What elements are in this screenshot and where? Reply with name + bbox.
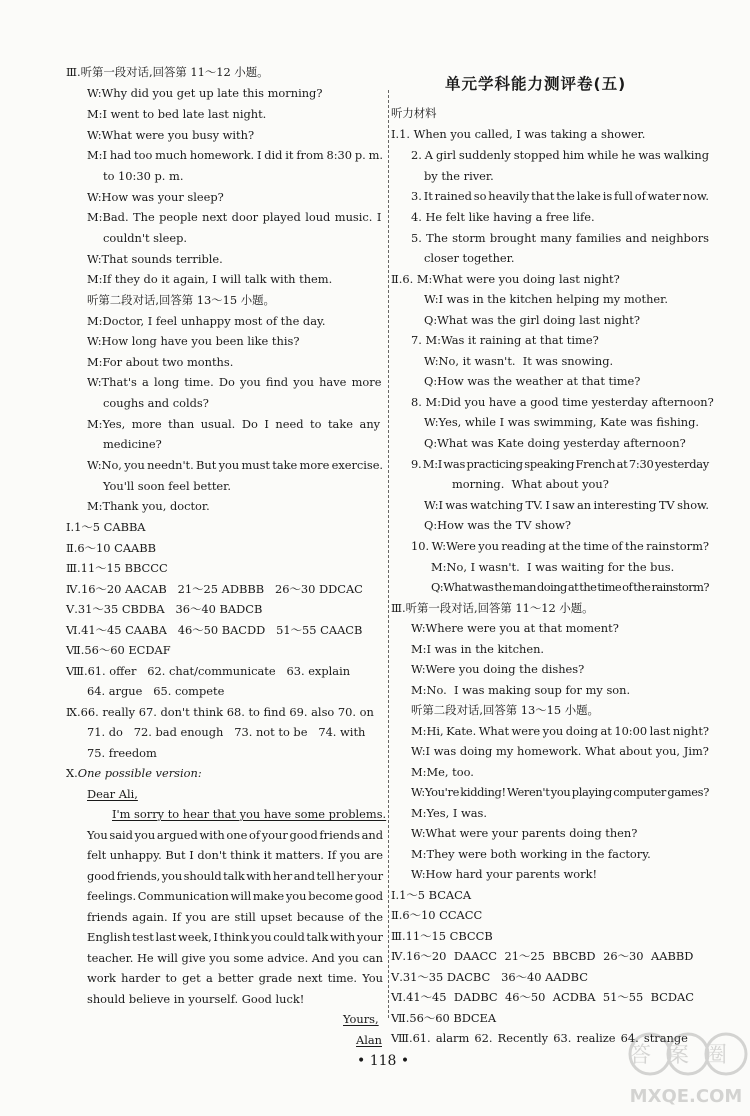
right-text-line: W:I was doing my homework. What about you, Jim? xyxy=(411,744,709,758)
left-text-line: I'm sorry to hear that you have some problems. xyxy=(112,807,387,821)
right-text-line: Q:How was the TV show? xyxy=(424,518,571,532)
svg-text:答案圈: 答案圈 xyxy=(628,1043,744,1068)
unit-test-title: 单元学科能力测评卷(五) xyxy=(445,75,627,93)
watermark-icon xyxy=(624,1026,748,1112)
right-text-line: Ⅶ.56～60 BDCEA xyxy=(391,1011,497,1025)
right-text-line: Ⅴ.31～35 DACBC 36～40 AADBC xyxy=(391,970,588,984)
right-text-line: Q:How was the weather at that time? xyxy=(424,374,641,388)
left-text-line: Dear Ali, xyxy=(87,787,138,801)
left-text-line: W:No, you needn't. But you must take more exercise. xyxy=(87,458,384,472)
right-text-line: W:No, it wasn't. It was snowing. xyxy=(424,354,614,368)
right-text-line: 3. It rained so heavily that the lake is full of water now. xyxy=(411,189,709,203)
left-text-line: Ⅳ.16～20 AACAB 21～25 ADBBB 26～30 DDCAC xyxy=(66,582,363,596)
left-text-line: Ⅸ.66. really 67. don't think 68. to find 69. also 70. on xyxy=(66,705,374,719)
left-text-line: Ⅴ.31～35 CBDBA 36～40 BADCB xyxy=(66,602,263,616)
left-text-line: Alan xyxy=(356,1033,382,1047)
right-text-line: W:Yes, while I was swimming, Kate was fishing. xyxy=(424,415,700,429)
left-text-line: Ⅹ.One possible version: xyxy=(66,766,202,780)
right-text-line: closer together. xyxy=(424,251,515,265)
right-text-line: Ⅵ.41～45 DADBC 46～50 ACDBA 51～55 BCDAC xyxy=(391,990,694,1004)
left-text-line: English test last week, I think you could talk with your xyxy=(87,930,383,944)
left-text-line: felt unhappy. But I don't think it matters. If you are xyxy=(87,848,383,862)
right-text-line: 10. W:Were you reading at the time of the rainstorm? xyxy=(411,539,709,553)
left-text-line: teacher. He will give you some advice. And you can xyxy=(87,951,383,965)
left-text-line: Ⅲ.听第一段对话,回答第 11～12 小题。 xyxy=(66,65,269,79)
right-text-line: 听力材料 xyxy=(391,106,437,120)
left-text-line: W:How long have you been like this? xyxy=(87,334,300,348)
right-text-line: by the river. xyxy=(424,169,494,183)
right-text-line: M:Me, too. xyxy=(411,765,474,779)
left-text-line: You said you argued with one of your good friends and xyxy=(87,828,383,842)
left-text-line: W:That sounds terrible. xyxy=(87,252,223,266)
right-text-line: M:They were both working in the factory. xyxy=(411,847,651,861)
left-text-line: W:Why did you get up late this morning? xyxy=(87,86,323,100)
left-text-line: Ⅶ.56～60 ECDAF xyxy=(66,643,171,657)
left-text-line: M:Yes, more than usual. Do I need to take any xyxy=(87,417,381,431)
left-text-line: coughs and colds? xyxy=(103,396,209,410)
right-text-line: Ⅰ.1～5 BCACA xyxy=(391,888,472,902)
right-text-line: 5. The storm brought many families and neighbors xyxy=(411,231,709,245)
left-text-line: Ⅵ.41～45 CAABA 46～50 BACDD 51～55 CAACB xyxy=(66,623,363,637)
right-text-line: Ⅷ.61. alarm 62. Recently 63. realize 64. strange xyxy=(391,1031,688,1045)
left-text-line: couldn't sleep. xyxy=(103,231,188,245)
left-text-line: Ⅰ.1～5 CABBA xyxy=(66,520,146,534)
left-text-line: M:Bad. The people next door played loud music. I xyxy=(87,210,382,224)
right-text-line: M:No. I was making soup for my son. xyxy=(411,683,631,697)
left-text-line: 71. do 72. bad enough 73. not to be 74. with xyxy=(87,725,366,739)
left-text-line: Ⅷ.61. offer 62. chat/communicate 63. explain xyxy=(66,664,351,678)
column-divider xyxy=(388,90,389,1018)
left-text-line: feelings. Communication will make you become good xyxy=(87,889,383,903)
right-text-line: morning. What about you? xyxy=(452,477,609,491)
right-text-line: 9. M:I was practicing speaking French at 7:30 yesterday xyxy=(411,457,709,471)
left-text-line: W:That's a long time. Do you find you have more xyxy=(87,375,382,389)
left-text-line: W:How was your sleep? xyxy=(87,190,224,204)
right-text-line: W:You're kidding! Weren't you playing computer games? xyxy=(411,785,709,799)
left-text-line: Ⅱ.6～10 CAABB xyxy=(66,541,157,555)
right-text-line: Ⅱ.6. M:What were you doing last night? xyxy=(391,272,620,286)
right-text-line: W:What were your parents doing then? xyxy=(411,826,638,840)
right-text-line: Ⅰ.1. When you called, I was taking a shower. xyxy=(391,127,646,141)
right-text-line: W:Were you doing the dishes? xyxy=(411,662,585,676)
right-text-line: Q:What was the man doing at the time of the rainstorm? xyxy=(431,580,709,594)
left-text-line: W:What were you busy with? xyxy=(87,128,255,142)
right-text-line: M:I was in the kitchen. xyxy=(411,642,545,656)
right-text-line: M:Hi, Kate. What were you doing at 10:00 last night? xyxy=(411,724,710,738)
right-text-line: W:I was watching TV. I saw an interesting TV show. xyxy=(424,498,710,512)
right-text-line: 2. A girl suddenly stopped him while he was walking xyxy=(411,148,709,162)
right-text-line: Ⅲ.听第一段对话,回答第 11～12 小题。 xyxy=(391,601,594,615)
right-text-line: 4. He felt like having a free life. xyxy=(411,210,595,224)
right-text-line: Ⅳ.16～20 DAACC 21～25 BBCBD 26～30 AABBD xyxy=(391,949,694,963)
left-text-line: good friends, you should talk with her and tell her your xyxy=(87,869,383,883)
watermark-logo xyxy=(624,1026,748,1112)
left-text-line: M:Doctor, I feel unhappy most of the day. xyxy=(87,314,326,328)
left-text-line: to 10:30 p. m. xyxy=(103,169,184,183)
left-text-line: 64. argue 65. compete xyxy=(87,684,225,698)
left-text-line: M:If they do it again, I will talk with them. xyxy=(87,272,333,286)
right-text-line: M:Yes, I was. xyxy=(411,806,487,820)
right-text-line: 7. M:Was it raining at that time? xyxy=(411,333,599,347)
svg-text:MXQE.COM: MXQE.COM xyxy=(629,1086,743,1107)
right-text-line: 8. M:Did you have a good time yesterday afternoon? xyxy=(411,395,714,409)
left-text-line: 听第二段对话,回答第 13～15 小题。 xyxy=(87,293,275,307)
right-text-line: W:I was in the kitchen helping my mother. xyxy=(424,292,668,306)
left-text-line: Yours, xyxy=(343,1012,379,1026)
page-number: • 118 • xyxy=(357,1053,410,1069)
left-text-line: M:For about two months. xyxy=(87,355,234,369)
left-text-line: M:I went to bed late last night. xyxy=(87,107,267,121)
left-text-line: Ⅲ.11～15 BBCCC xyxy=(66,561,168,575)
right-text-line: Q:What was Kate doing yesterday afternoon? xyxy=(424,436,686,450)
left-text-line: You'll soon feel better. xyxy=(103,479,231,493)
right-text-line: Ⅲ.11～15 CBCCB xyxy=(391,929,493,943)
left-text-line: medicine? xyxy=(103,437,162,451)
right-text-line: W:Where were you at that moment? xyxy=(411,621,619,635)
right-text-line: W:How hard your parents work! xyxy=(411,867,598,881)
right-text-line: M:No, I wasn't. I was waiting for the bus. xyxy=(431,560,675,574)
right-text-line: Ⅱ.6～10 CCACC xyxy=(391,908,483,922)
left-text-line: friends again. If you are still upset because of the xyxy=(87,910,383,924)
left-text-line: M:I had too much homework. I did it from 8:30 p. m. xyxy=(87,148,383,162)
left-text-line: M:Thank you, doctor. xyxy=(87,499,210,513)
left-text-line: work harder to get a better grade next time. You xyxy=(87,971,383,985)
left-text-line: should believe in yourself. Good luck! xyxy=(87,992,305,1006)
right-text-line: Q:What was the girl doing last night? xyxy=(424,313,640,327)
right-text-line: 听第二段对话,回答第 13～15 小题。 xyxy=(411,703,599,717)
left-text-line: 75. freedom xyxy=(87,746,157,760)
